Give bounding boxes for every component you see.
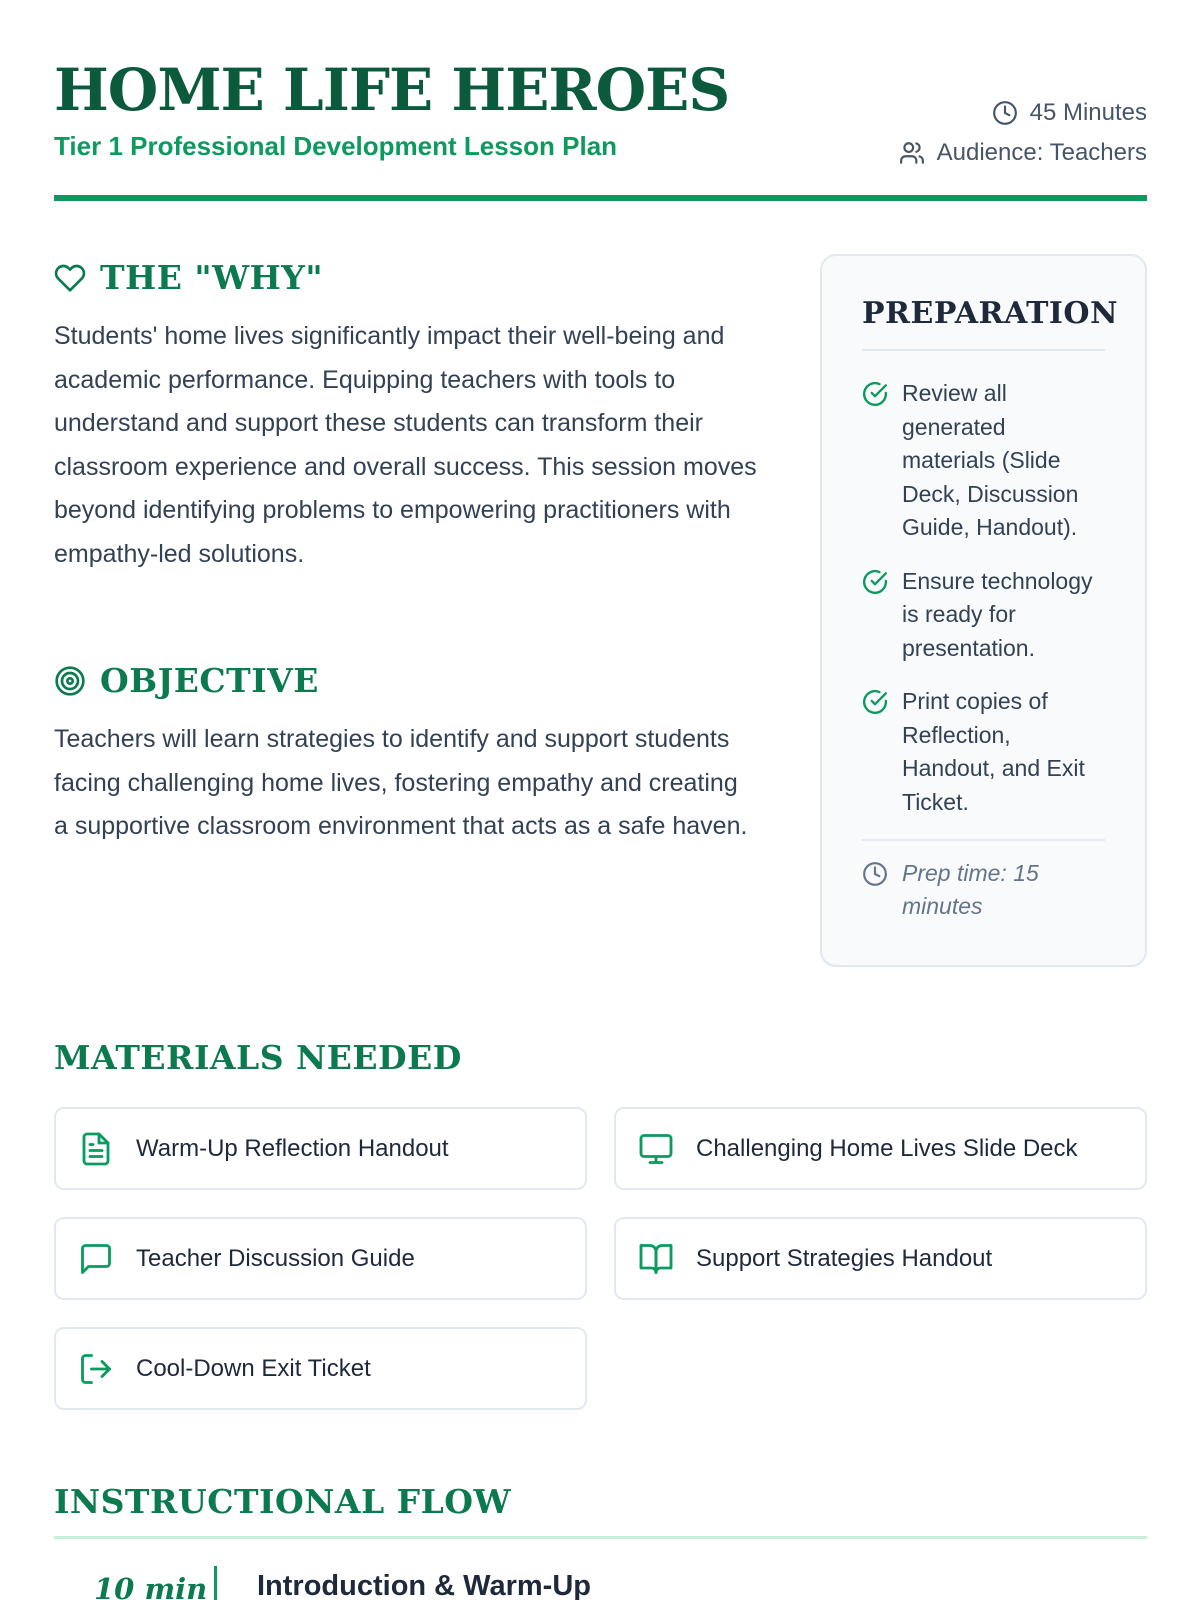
check-circle-icon xyxy=(862,381,888,407)
preparation-item-text: Print copies of Reflection, Handout, and Exit Ticket. xyxy=(902,688,1085,815)
prep-time xyxy=(862,839,1105,923)
objective-text: Teachers will learn strategies to identify and support students facing challenging home lives, fostering empathy and creating a supportive classroom environment that acts as a safe haven. xyxy=(54,725,748,840)
header xyxy=(54,55,1147,201)
material-card[interactable] xyxy=(54,1217,587,1300)
material-label: Challenging Home Lives Slide Deck xyxy=(696,1134,1078,1162)
chat-icon xyxy=(78,1241,114,1277)
flow-divider xyxy=(54,1536,1147,1539)
why-title: THE "WHY" xyxy=(100,258,324,297)
material-card[interactable] xyxy=(614,1107,1147,1190)
book-icon xyxy=(638,1241,674,1277)
preparation-list xyxy=(862,377,1105,819)
why-heading xyxy=(54,258,323,297)
list-item xyxy=(862,685,1105,819)
material-card[interactable] xyxy=(614,1217,1147,1300)
document-icon xyxy=(78,1131,114,1167)
flow-step-time: 10 min xyxy=(94,1572,208,1600)
preparation-item-text: Ensure technology is ready for presentation. xyxy=(902,567,1093,661)
meta-info xyxy=(899,93,1147,173)
objective-heading xyxy=(54,661,319,700)
flow-title: INSTRUCTIONAL FLOW xyxy=(54,1482,512,1521)
heart-icon xyxy=(54,262,86,294)
preparation-item-text: Review all generated materials (Slide Deck, Discussion Guide, Handout). xyxy=(902,380,1079,540)
users-icon xyxy=(899,140,925,166)
material-label: Cool-Down Exit Ticket xyxy=(136,1354,371,1382)
material-label: Warm-Up Reflection Handout xyxy=(136,1134,449,1162)
materials-title: MATERIALS NEEDED xyxy=(54,1038,462,1077)
target-icon xyxy=(54,665,86,697)
why-text: Students' home lives significantly impact their well-being and academic performance. Equipping teachers with tools to understand and support these students can transform their classroom experience and overall success. This session moves beyond identifying problems to empowering practitioners with empathy-led solutions. xyxy=(54,322,757,568)
clock-icon xyxy=(992,100,1018,126)
material-card[interactable] xyxy=(54,1107,587,1190)
material-card[interactable] xyxy=(54,1327,587,1410)
preparation-card xyxy=(820,254,1147,967)
duration-row xyxy=(899,93,1147,133)
preparation-title: PREPARATION xyxy=(862,296,1105,351)
audience-row xyxy=(899,133,1147,173)
check-circle-icon xyxy=(862,569,888,595)
material-label: Support Strategies Handout xyxy=(696,1244,993,1272)
audience-text: Audience: Teachers xyxy=(936,139,1147,166)
monitor-icon xyxy=(638,1131,674,1167)
material-label: Teacher Discussion Guide xyxy=(136,1244,415,1272)
duration-text: 45 Minutes xyxy=(1029,99,1147,126)
objective-title: OBJECTIVE xyxy=(100,661,319,700)
exit-icon xyxy=(78,1351,114,1387)
page-title: HOME LIFE HEROES xyxy=(54,56,730,124)
prep-time-text: Prep time: 15 minutes xyxy=(902,860,1039,919)
check-circle-icon xyxy=(862,689,888,715)
lesson-plan-page xyxy=(54,0,1147,1600)
flow-step-marker xyxy=(214,1566,217,1600)
list-item xyxy=(862,377,1105,545)
flow-step-title: Introduction & Warm-Up xyxy=(257,1570,591,1600)
list-item xyxy=(862,565,1105,666)
clock-icon xyxy=(862,861,888,887)
page-subtitle: Tier 1 Professional Development Lesson Plan xyxy=(54,131,618,161)
